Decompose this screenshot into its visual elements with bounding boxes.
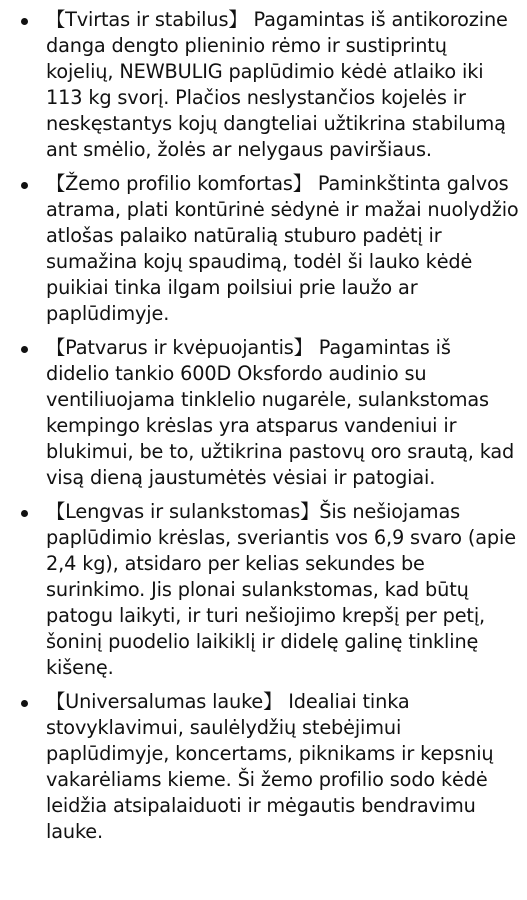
- feature-description: Idealiai tinka stovyklavimui, saulėlydžių stebėjimui paplūdimyje, koncertams, piknikams ir kepsnių vakarėliams kieme. Ši žemo profilio sodo kėdė leidžia atsipalaiduoti ir mėgautis bendravimu lauke.: [46, 690, 494, 843]
- feature-description: Šis nešiojamas paplūdimio krėslas, sveriantis vos 6,9 svaro (apie 2,4 kg), atsidaro per kelias sekundes be surinkimo. Jis plonai sulankstomas, kad būtų patogu laikyti, ir turi nešiojimo krepšį per petį, šoninį puodelio laikiklį ir didelę galinę tinklinę kišenę.: [46, 500, 516, 679]
- feature-title: 【Universalumas lauke】: [46, 690, 289, 713]
- feature-title: 【Žemo profilio komfortas】: [46, 172, 318, 195]
- feature-title: 【Lengvas ir sulankstomas】: [46, 500, 320, 523]
- bullet-icon: [21, 346, 28, 353]
- feature-description: Pagamintas iš antikorozine danga dengto plieninio rėmo ir sustiprintų kojelių, NEWBULIG paplūdimio kėdė atlaiko iki 113 kg svorį. Plačios neslystančios kojelės ir neskęstantys kojų dangteliai užtikrina stabilumą ant smėlio, žolės ar nelygaus paviršiaus.: [46, 8, 508, 161]
- bullet-icon: [21, 182, 28, 189]
- feature-description: Paminkštinta galvos atrama, plati kontūrinė sėdynė ir mažai nuolydžio atlošas palaiko natūralią stuburo padėtį ir sumažina kojų spaudimą, todėl ši lauko kėdė puikiai tinka ilgam poilsiui prie laužo ar paplūdimyje.: [46, 172, 519, 325]
- list-item: [0, 335, 519, 491]
- feature-description: Pagamintas iš didelio tankio 600D Oksfordo audinio su ventiliuojama tinklelio nugarėle, sulankstomas kempingo krėslas yra atsparus vandeniui ir blukimui, be to, užtikrina pastovų oro srautą, kad visą dieną jaustumėtės vėsiai ir patogiai.: [46, 336, 515, 489]
- list-item: [0, 171, 519, 327]
- bullet-icon: [21, 700, 28, 707]
- list-item: [0, 7, 519, 163]
- bullet-icon: [21, 18, 28, 25]
- feature-title: 【Patvarus ir kvėpuojantis】: [46, 336, 319, 359]
- bullet-icon: [21, 510, 28, 517]
- list-item: [0, 689, 519, 845]
- list-item: [0, 499, 519, 681]
- feature-title: 【Tvirtas ir stabilus】: [46, 8, 254, 31]
